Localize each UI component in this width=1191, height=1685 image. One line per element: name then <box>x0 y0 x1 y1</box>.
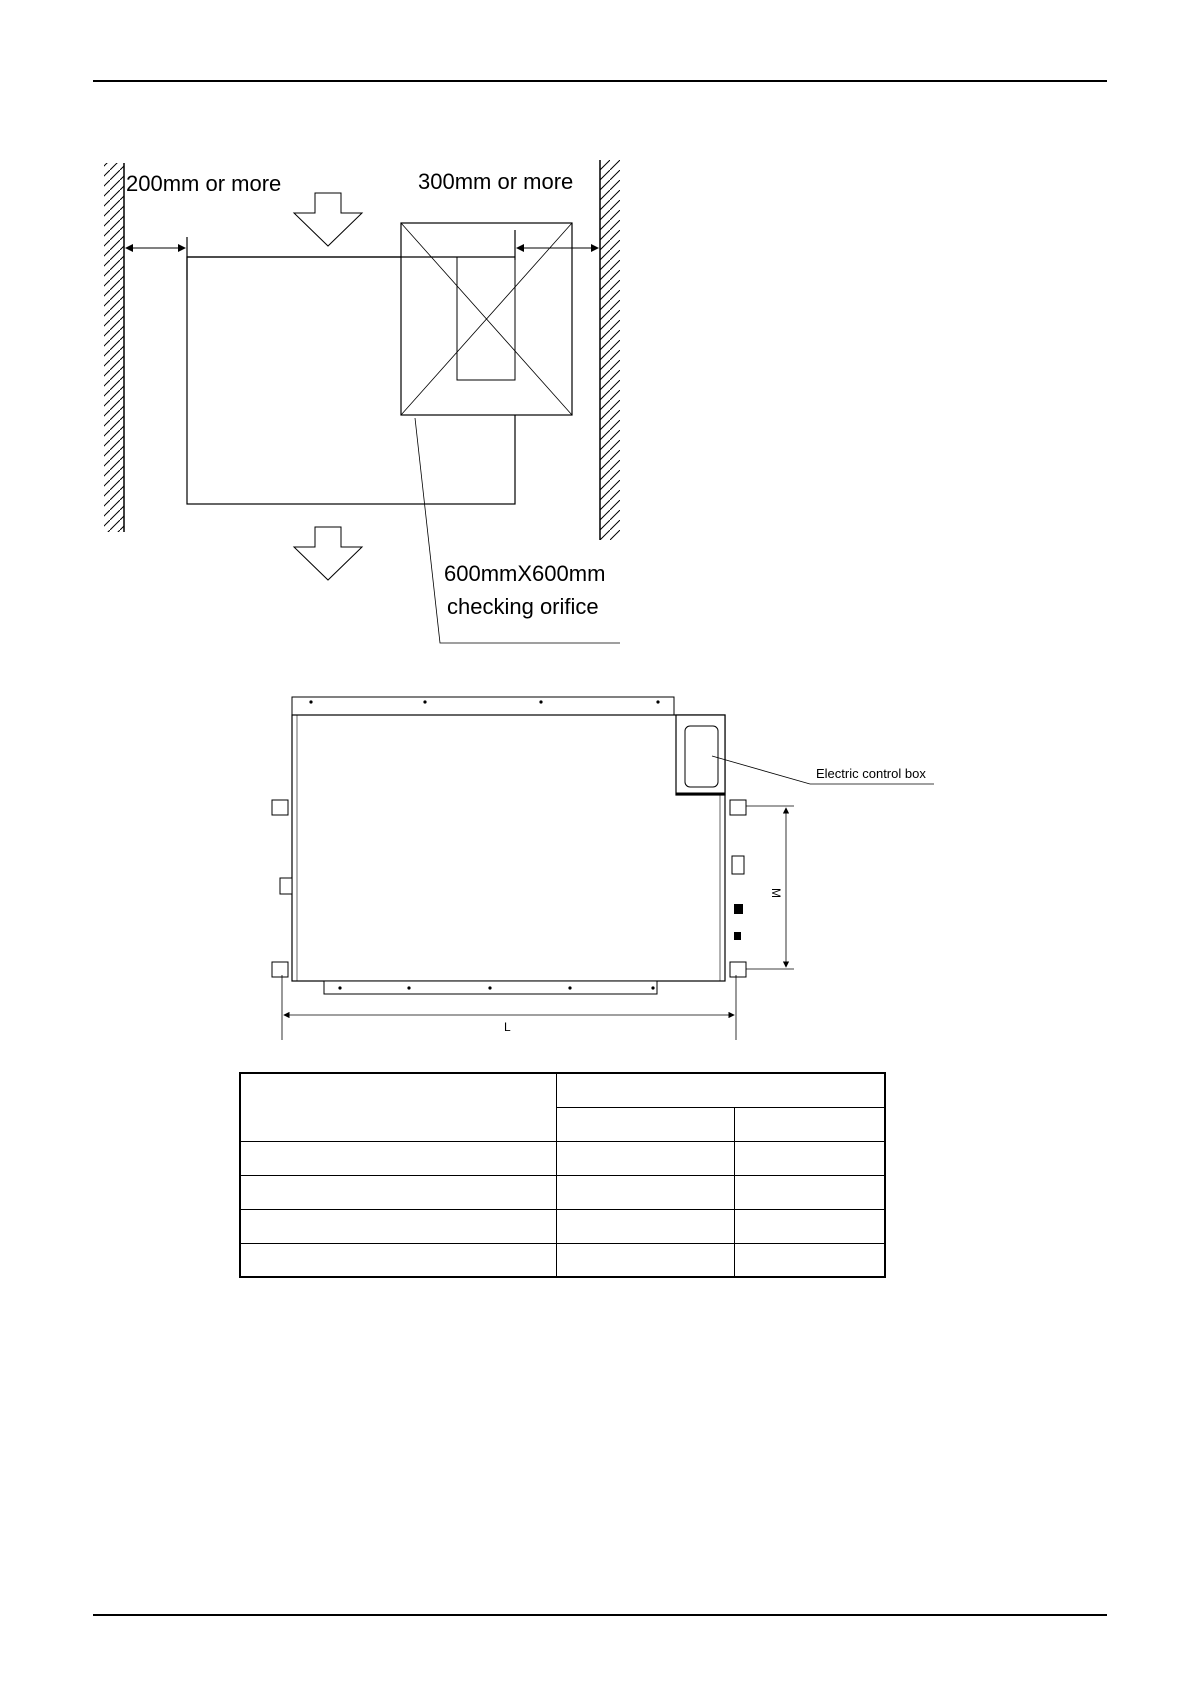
table-header-model-cell <box>240 1073 556 1141</box>
unit-dimension-drawing <box>272 697 934 1040</box>
table-cell <box>240 1243 556 1277</box>
electric-control-box-label: Electric control box <box>816 766 926 781</box>
length-dimension-label: L <box>504 1020 511 1034</box>
table-cell <box>734 1175 885 1209</box>
height-dimension-label: M <box>769 888 783 898</box>
table-header-group-cell <box>556 1073 885 1107</box>
airflow-arrow-in <box>294 193 362 246</box>
unit-body <box>292 715 725 981</box>
table-row <box>240 1209 885 1243</box>
table-cell <box>240 1175 556 1209</box>
right-clearance-label: 300mm or more <box>418 169 574 194</box>
orifice-size-label: 600mmX600mm <box>444 561 606 586</box>
orifice-description-label: checking orifice <box>447 594 599 619</box>
left-wall <box>104 163 124 532</box>
left-clearance-label: 200mm or more <box>126 171 282 196</box>
table-cell <box>240 1209 556 1243</box>
electric-control-box <box>676 715 725 795</box>
table-cell <box>240 1141 556 1175</box>
table-row <box>240 1141 885 1175</box>
checking-orifice <box>187 223 572 415</box>
control-box-leader-line <box>712 756 810 784</box>
table-cell <box>734 1243 885 1277</box>
dimension-table <box>239 1072 886 1278</box>
table-cell <box>734 1209 885 1243</box>
right-wall <box>600 160 620 540</box>
table-cell <box>556 1141 734 1175</box>
table-header-subcell <box>734 1107 885 1141</box>
airflow-arrow-out <box>294 527 362 580</box>
table-cell <box>734 1141 885 1175</box>
table-row <box>240 1243 885 1277</box>
table-row <box>240 1175 885 1209</box>
table-cell <box>556 1209 734 1243</box>
table-cell <box>556 1175 734 1209</box>
table-header-subcell <box>556 1107 734 1141</box>
table-cell <box>556 1243 734 1277</box>
